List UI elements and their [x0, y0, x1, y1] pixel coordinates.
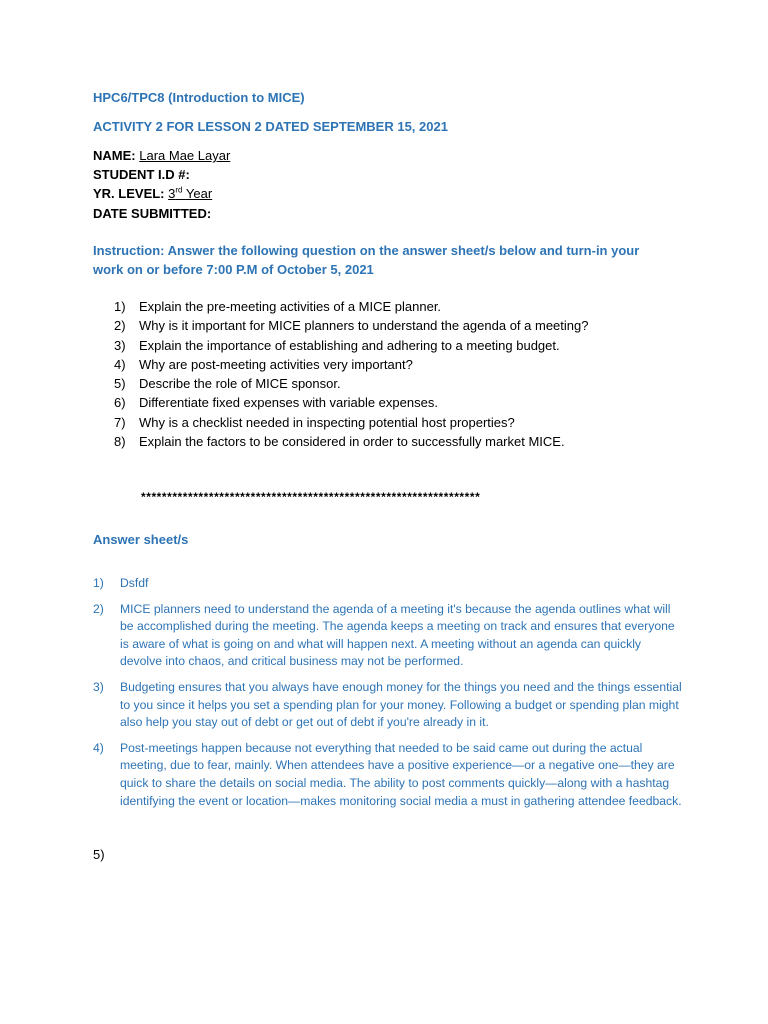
question-item	[114, 376, 714, 395]
question-item	[114, 415, 714, 434]
answer-sheet-title: Answer sheet/s	[93, 532, 189, 547]
question-number: 6)	[114, 395, 126, 411]
answer-list	[93, 575, 683, 818]
question-item	[114, 434, 714, 453]
question-number: 5)	[114, 376, 126, 392]
answer-text: Post-meetings happen because not everything that needed to be said came out during the actual meeting, due to fear, mainly. When attendees have a positive experience—or a negative one—they are quick to share the details on social media. The ability to post comments quickly—along with a hashtag identifying the event or location—makes monitoring social media a must in gathering attendee feedback.	[120, 740, 682, 808]
question-text: Differentiate fixed expenses with variable expenses.	[139, 395, 438, 411]
question-item	[114, 395, 714, 414]
trailing-answer-number: 5)	[93, 847, 105, 862]
question-item	[114, 357, 714, 376]
activity-title: ACTIVITY 2 FOR LESSON 2 DATED SEPTEMBER 15, 2021	[93, 119, 448, 134]
question-text: Explain the pre-meeting activities of a MICE planner.	[139, 299, 442, 314]
question-list	[114, 299, 714, 453]
name-value: Lara Mae Layar	[139, 148, 231, 163]
question-number: 7)	[114, 414, 126, 430]
question-item	[114, 299, 714, 318]
student-id-label: STUDENT I.D #:	[93, 167, 190, 182]
year-row	[93, 184, 212, 203]
answer-number: 2)	[93, 601, 104, 616]
name-label: NAME:	[93, 148, 136, 163]
question-text: Why are post-meeting activities very important?	[139, 356, 413, 372]
answer-text: Budgeting ensures that you always have enough money for the things you need and the things essential to you since it helps you set a spending plan for your money. Following a budget or spending plan might also help you stay out of debt or get out of debt if you're already in it.	[120, 679, 682, 730]
question-text: Explain the factors to be considered in order to successfully market MICE.	[139, 434, 565, 450]
question-number: 8)	[114, 434, 126, 450]
question-number: 2)	[114, 318, 126, 334]
question-text: Explain the importance of establishing and adhering to a meeting budget.	[139, 337, 560, 353]
question-text: Why is a checklist needed in inspecting potential host properties?	[139, 414, 515, 430]
name-row	[93, 146, 230, 165]
answer-item	[93, 740, 683, 810]
answer-text: Dsfdf	[120, 576, 149, 590]
year-label: YR. LEVEL:	[93, 186, 165, 201]
question-item	[114, 338, 714, 357]
answer-text: MICE planners need to understand the agenda of a meeting it's because the agenda outlines what will be accomplished during the meeting. The agenda keeps a meeting on track and ensures that everyone is aware of what is going on and what will happen next. A meeting without an agenda can quickly devolve into chaos, and critical business may not be performed.	[120, 601, 675, 669]
question-number: 3)	[114, 337, 126, 353]
separator-line: *****************************************************************	[141, 490, 481, 504]
year-value: 3rd Year	[168, 185, 213, 201]
answer-item	[93, 679, 683, 732]
course-title: HPC6/TPC8 (Introduction to MICE)	[93, 90, 305, 105]
answer-number: 3)	[93, 679, 104, 694]
question-item	[114, 318, 714, 337]
instruction-line-2: work on or before 7:00 P.M of October 5, 2021	[93, 262, 374, 277]
answer-number: 4)	[93, 740, 104, 755]
answer-number: 1)	[93, 576, 104, 590]
question-number: 1)	[114, 299, 126, 314]
question-number: 4)	[114, 356, 126, 372]
instruction-line-1: Instruction: Answer the following question on the answer sheet/s below and turn-in your	[93, 243, 640, 258]
answer-item	[93, 601, 683, 671]
answer-item	[93, 575, 683, 593]
question-text: Why is it important for MICE planners to understand the agenda of a meeting?	[139, 318, 589, 334]
date-submitted-label: DATE SUBMITTED:	[93, 206, 212, 221]
question-text: Describe the role of MICE sponsor.	[139, 376, 341, 392]
